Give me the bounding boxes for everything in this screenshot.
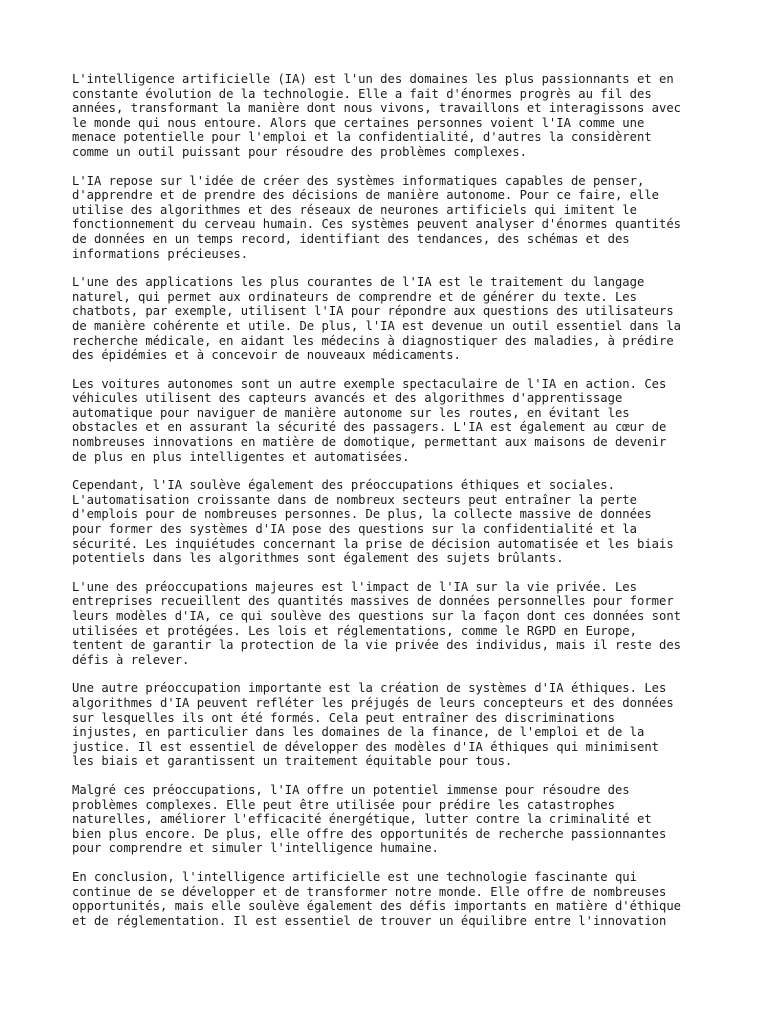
- paragraph-1: L'intelligence artificielle (IA) est l'un des domaines les plus passionnants et en constante évolution de la technologie. Elle a fait d'énormes progrès au fil des années, transformant la manière dont nous vivons, travaillons et interagissons avec le monde qui nous entoure. Alors que certaines personnes voient l'IA comme une menace potentielle pour l'emploi et la confidentialité, d'autres la considèrent comme un outil puissant pour résoudre des problèmes complexes.: [72, 72, 682, 159]
- paragraph-2: L'IA repose sur l'idée de créer des systèmes informatiques capables de penser, d'apprendre et de prendre des décisions de manière autonome. Pour ce faire, elle utilise des algorithmes et des réseaux de neurones artificiels qui imitent le fonctionnement du cerveau humain. Ces systèmes peuvent analyser d'énormes quantités de données en un temps record, identifiant des tendances, des schémas et des informations précieuses.: [72, 173, 682, 261]
- paragraph-5: Cependant, l'IA soulève également des préoccupations éthiques et sociales. L'automatisation croissante dans de nombreux secteurs peut entraîner la perte d'emplois pour de nombreuses personnes. De plus, la collecte massive de données pour former des systèmes d'IA pose des questions sur la confidentialité et la sécurité. Les inquiétudes concernant la prise de décision automatisée et les biais potentiels dans les algorithmes sont également des sujets brûlants.: [72, 478, 674, 566]
- document-page: [72, 72, 712, 942]
- paragraph-7: Une autre préoccupation importante est la création de systèmes d'IA éthiques. Les algorithmes d'IA peuvent refléter les préjugés de leurs concepteurs et des données sur lesquelles ils ont été formés. Cela peut entraîner des discriminations injustes, en particulier dans les domaines de la finance, de l'emploi et de la justice. Il est essentiel de développer des modèles d'IA éthiques qui minimisent les biais et garantissent un traitement équitable pour tous.: [72, 681, 674, 769]
- paragraph-8: Malgré ces préoccupations, l'IA offre un potentiel immense pour résoudre des problèmes complexes. Elle peut être utilisée pour prédire les catastrophes naturelles, améliorer l'efficacité énergétique, lutter contre la criminalité et bien plus encore. De plus, elle offre des opportunités de recherche passionnantes pour comprendre et simuler l'intelligence humaine.: [72, 782, 667, 856]
- paragraph-3: L'une des applications les plus courantes de l'IA est le traitement du langage naturel, qui permet aux ordinateurs de comprendre et de générer du texte. Les chatbots, par exemple, utilisent l'IA pour répondre aux questions des utilisateurs de manière cohérente et utile. De plus, l'IA est devenue un outil essentiel dans la recherche médicale, en aidant les médecins à diagnostiquer des maladies, à prédire des épidémies et à concevoir de nouveaux médicaments.: [72, 275, 682, 363]
- paragraph-6: L'une des préoccupations majeures est l'impact de l'IA sur la vie privée. Les entreprises recueillent des quantités massives de données personnelles pour former leurs modèles d'IA, ce qui soulève des questions sur la façon dont ces données sont utilisées et protégées. Les lois et réglementations, comme le RGPD en Europe, tentent de garantir la protection de la vie privée des individus, mais il reste des défis à relever.: [72, 579, 682, 667]
- paragraph-9: En conclusion, l'intelligence artificielle est une technologie fascinante qui continue de se développer et de transformer notre monde. Elle offre de nombreuses opportunités, mais elle soulève également des défis importants en matière d'éthique et de réglementation. Il est essentiel de trouver un équilibre entre l'innovation: [72, 869, 682, 928]
- paragraph-4: Les voitures autonomes sont un autre exemple spectaculaire de l'IA en action. Ces véhicules utilisent des capteurs avancés et des algorithmes d'apprentissage automatique pour naviguer de manière autonome sur les routes, en évitant les obstacles et en assurant la sécurité des passagers. L'IA est également au cœur de nombreuses innovations en matière de domotique, permettant aux maisons de devenir de plus en plus intelligentes et automatisées.: [72, 376, 667, 464]
